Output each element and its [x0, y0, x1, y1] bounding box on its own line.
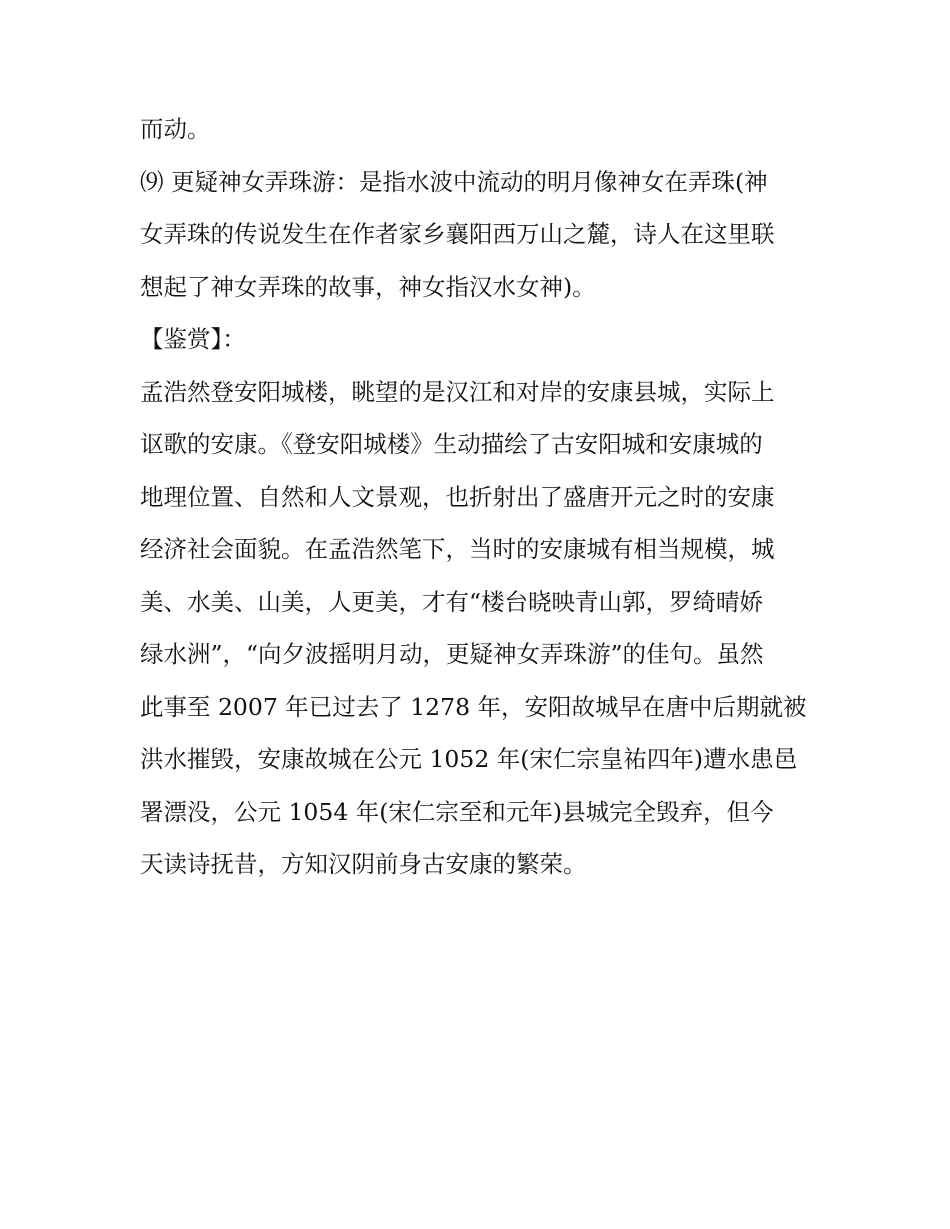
text-line: 经济社会面貌。在孟浩然笔下，当时的安康城有相当规模，城 — [140, 535, 775, 563]
text-line: 绿水洲”，“向夕波摇明月动，更疑神女弄珠游”的佳句。虽然 — [140, 640, 764, 668]
text-line: 此事至 2007 年已过去了 1278 年，安阳故城早在唐中后期就被 — [140, 692, 807, 721]
text-line: 地理位置、自然和人文景观，也折射出了盛唐开元之时的安康 — [140, 482, 775, 511]
text-line: 天读诗抚昔，方知汉阴前身古安康的繁荣。 — [140, 850, 587, 878]
document-body — [140, 108, 820, 896]
text-line: ⑼ 更疑神女弄珠游：是指水波中流动的明月像神女在弄珠(神 — [140, 167, 768, 196]
text-line: 讴歌的安康。《登安阳城楼》生动描绘了古安阳城和安康城的 — [140, 430, 763, 458]
text-line: 美、水美、山美，人更美，才有“楼台晓映青山郭，罗绮晴娇 — [140, 587, 764, 616]
text-line: 孟浩然登安阳城楼，眺望的是汉江和对岸的安康县城，实际上 — [140, 377, 775, 406]
text-line: 想起了神女弄珠的故事，神女指汉水女神)。 — [140, 272, 596, 301]
text-line: 署漂没，公元 1054 年(宋仁宗至和元年)县城完全毁弃，但今 — [140, 797, 774, 826]
text-line: 而动。 — [140, 115, 211, 143]
text-line: 女弄珠的传说发生在作者家乡襄阳西万山之麓，诗人在这里联 — [140, 220, 775, 248]
section-heading: 【鉴赏】： — [140, 325, 246, 353]
text-line: 洪水摧毁，安康故城在公元 1052 年(宋仁宗皇祐四年)遭水患邑 — [140, 745, 798, 773]
